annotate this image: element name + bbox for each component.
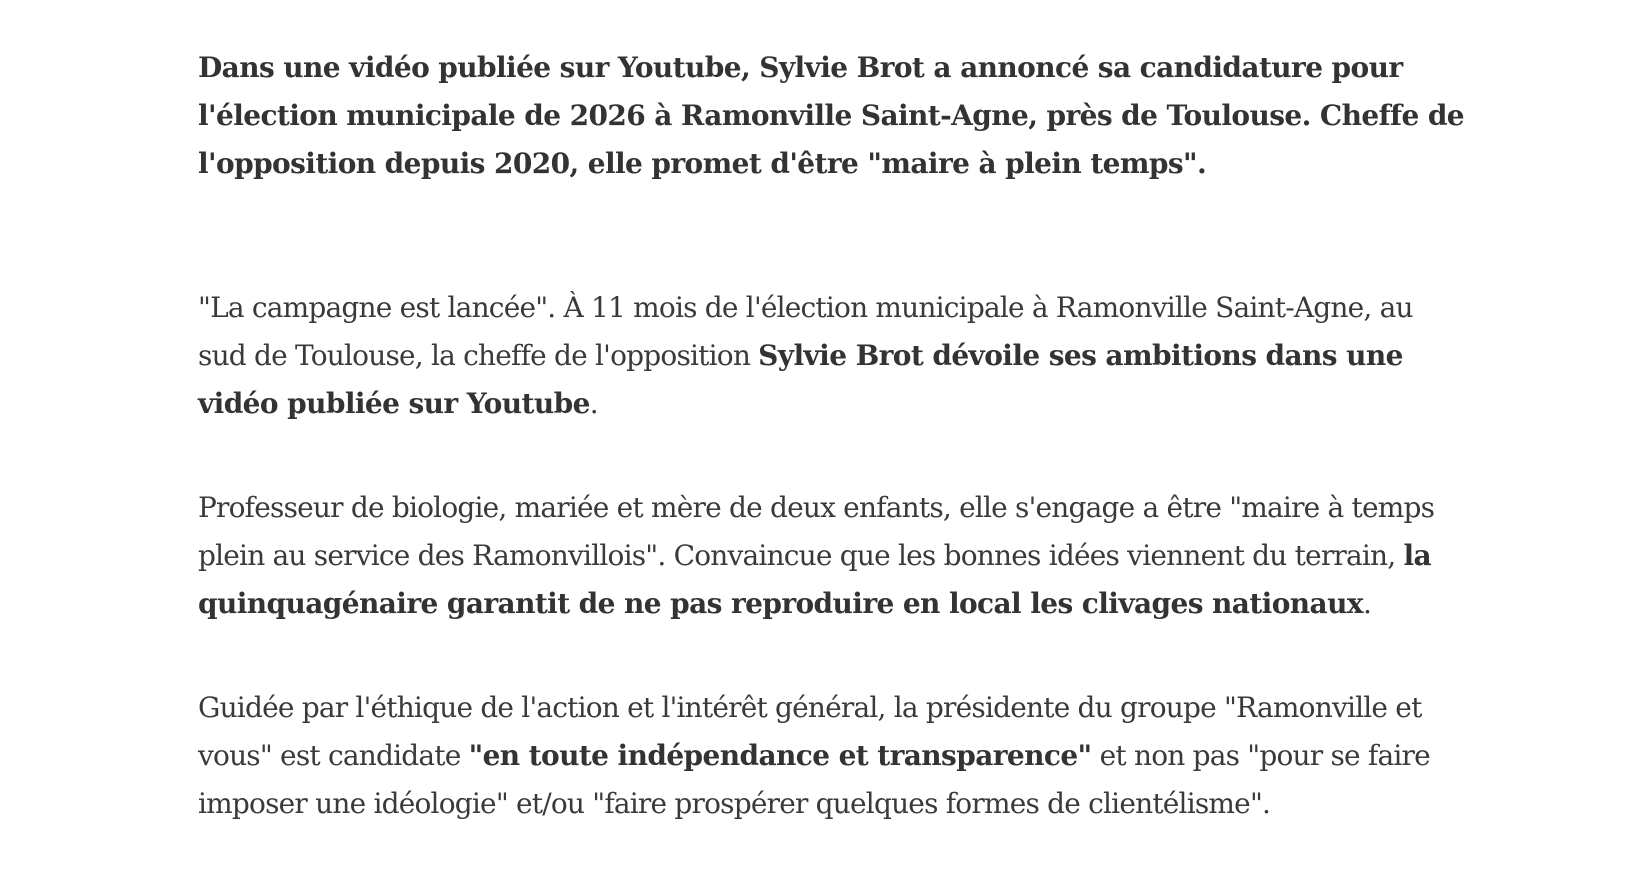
paragraph-text: et non pas "pour se faire imposer une idéologie" et/ou "faire prospérer quelques formes de clientélisme". — [198, 739, 1430, 820]
paragraph-independence — [198, 684, 1468, 828]
paragraph-text: . — [1362, 587, 1372, 620]
article-lead: Dans une vidéo publiée sur Youtube, Sylvie Brot a annoncé sa candidature pour l'élection municipale de 2026 à Ramonville Saint-Agne, près de Toulouse. Cheffe de l'opposition depuis 2020, elle promet d'être "maire à plein temps". — [198, 51, 1465, 180]
paragraph-text: Guidée par l'éthique de l'action et l'intérêt général, la présidente du groupe "Ramonville et vous" est candidate — [198, 691, 1422, 772]
paragraph-text: "La campagne est lancée". À 11 mois de l'élection municipale à Ramonville Saint-Agne, au sud de Toulouse, la cheffe de l'opposition — [198, 291, 1413, 372]
paragraph-highlight: "en toute indépendance et transparence" — [468, 739, 1092, 772]
paragraph-text: Professeur de biologie, mariée et mère de deux enfants, elle s'engage a être "maire à temps plein au service des Ramonvillois". Convaincue que les bonnes idées viennent du terrain, — [198, 491, 1435, 572]
paragraph-highlight: la quinquagénaire garantit de ne pas reproduire en local les clivages nationaux — [198, 539, 1432, 620]
paragraph-text: . — [589, 387, 598, 420]
paragraph-campaign-launch — [198, 284, 1468, 428]
paragraph-profile — [198, 484, 1468, 628]
article-body — [198, 44, 1468, 828]
paragraph-highlight: Sylvie Brot dévoile ses ambitions dans une vidéo publiée sur Youtube — [198, 339, 1403, 420]
